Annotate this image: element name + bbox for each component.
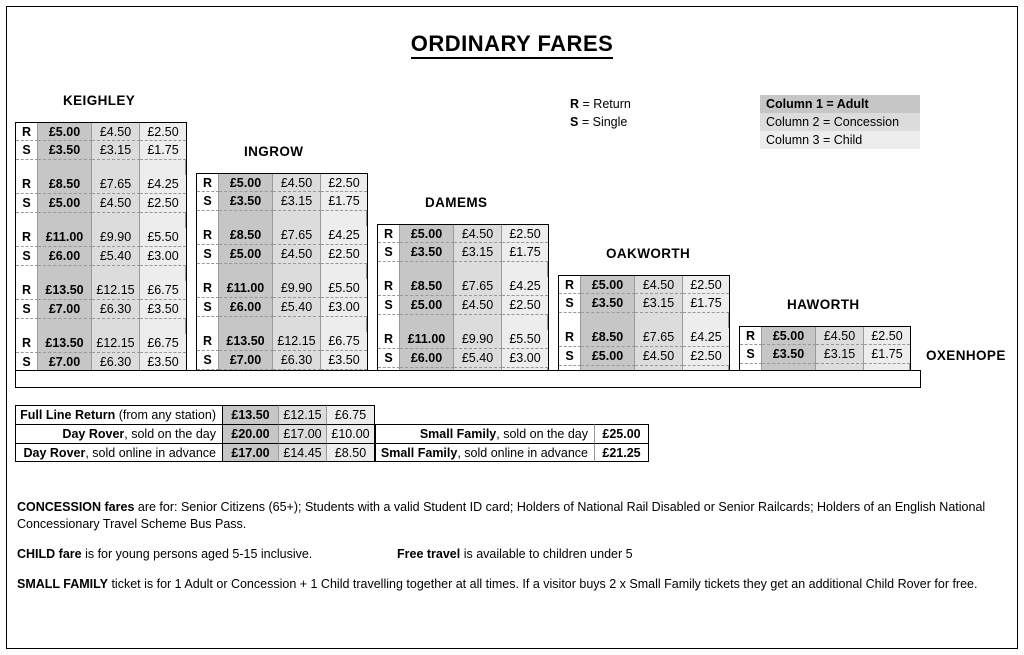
fare-cell: £2.50 bbox=[140, 194, 186, 213]
row-label-return: R bbox=[16, 228, 38, 247]
special-fare-label bbox=[15, 405, 223, 424]
fare-cell: £9.90 bbox=[454, 330, 502, 349]
station-heading-oakworth: OAKWORTH bbox=[606, 246, 691, 261]
fare-cell: £3.50 bbox=[400, 243, 454, 262]
row-label-single: S bbox=[197, 245, 219, 264]
fare-cell: £9.90 bbox=[92, 228, 140, 247]
fare-cell: £11.00 bbox=[38, 228, 92, 247]
fare-cell: £5.00 bbox=[400, 225, 454, 243]
row-label-return: R bbox=[16, 123, 38, 141]
fare-row bbox=[377, 349, 549, 368]
key-return-symbol: R bbox=[570, 97, 580, 111]
fare-cell: £5.40 bbox=[92, 247, 140, 266]
special-fare-row bbox=[15, 405, 375, 424]
fare-matrix-footer-band bbox=[15, 370, 921, 388]
spacer-cell bbox=[92, 266, 140, 281]
fare-cell: £7.65 bbox=[92, 175, 140, 194]
fare-cell: £3.50 bbox=[140, 353, 186, 372]
spacer-cell bbox=[16, 160, 38, 175]
fare-cell: £3.15 bbox=[635, 294, 683, 313]
fare-cell: £4.50 bbox=[273, 174, 321, 192]
fare-row bbox=[15, 175, 187, 194]
special-fare-label bbox=[15, 424, 223, 443]
fare-row bbox=[377, 243, 549, 262]
fare-cell: £6.30 bbox=[92, 300, 140, 319]
note-concession-text: are for: Senior Citizens (65+); Students with a valid Student ID card; Holders of National Rail Disabled or Senior Railcards; Holders of an English National Concessionary Travel Scheme Bus Pass. bbox=[17, 500, 986, 531]
fare-row bbox=[558, 347, 730, 366]
special-fare-cell: £13.50 bbox=[223, 405, 279, 424]
row-label-single: S bbox=[16, 194, 38, 213]
special-fare-label bbox=[15, 443, 223, 462]
row-label-return: R bbox=[197, 174, 219, 192]
fare-spacer-row bbox=[15, 319, 187, 334]
spacer-cell bbox=[197, 264, 219, 279]
fare-cell: £5.00 bbox=[38, 123, 92, 141]
fare-cell: £3.50 bbox=[321, 351, 367, 370]
fare-cell: £8.50 bbox=[400, 277, 454, 296]
row-label-single: S bbox=[559, 347, 581, 366]
fare-cell: £5.50 bbox=[321, 279, 367, 298]
fare-cell: £4.50 bbox=[454, 225, 502, 243]
fare-cell: £3.15 bbox=[92, 141, 140, 160]
spacer-cell bbox=[38, 319, 92, 334]
fare-cell: £3.15 bbox=[816, 345, 864, 364]
row-label-single: S bbox=[378, 243, 400, 262]
fare-cell: £4.25 bbox=[140, 175, 186, 194]
fare-cell: £6.75 bbox=[140, 281, 186, 300]
spacer-cell bbox=[16, 266, 38, 281]
fare-cell: £3.00 bbox=[502, 349, 548, 368]
spacer-cell bbox=[38, 266, 92, 281]
fare-cell: £7.65 bbox=[454, 277, 502, 296]
note-family-text: ticket is for 1 Adult or Concession + 1 Child travelling together at all times. If a visitor buys 2 x Small Family tickets they get an additional Child Rover for free. bbox=[107, 577, 978, 591]
fare-cell: £6.30 bbox=[92, 353, 140, 372]
fare-row bbox=[196, 351, 368, 370]
fare-cell: £3.50 bbox=[140, 300, 186, 319]
fare-spacer-row bbox=[15, 160, 187, 175]
fare-cell: £5.00 bbox=[219, 245, 273, 264]
fare-spacer-row bbox=[15, 213, 187, 228]
special-fare-cell: £14.45 bbox=[279, 443, 327, 462]
fare-cell: £3.15 bbox=[454, 243, 502, 262]
spacer-cell bbox=[321, 264, 367, 279]
fare-row bbox=[377, 224, 549, 243]
special-fare-label-bold: Day Rover bbox=[62, 427, 125, 441]
fare-cell: £2.50 bbox=[502, 296, 548, 315]
fare-row bbox=[558, 275, 730, 294]
special-fare-label-bold: Full Line Return bbox=[20, 408, 116, 422]
fare-row bbox=[15, 281, 187, 300]
row-label-single: S bbox=[16, 300, 38, 319]
footnotes bbox=[17, 499, 1007, 606]
row-label-return: R bbox=[378, 330, 400, 349]
fare-spacer-row bbox=[15, 266, 187, 281]
fare-cell: £4.50 bbox=[635, 347, 683, 366]
fare-cell: £7.00 bbox=[38, 300, 92, 319]
fare-spacer-row bbox=[196, 264, 368, 279]
fare-cell: £5.00 bbox=[581, 347, 635, 366]
row-label-single: S bbox=[16, 247, 38, 266]
fare-cell: £6.00 bbox=[400, 349, 454, 368]
note-family-label: SMALL FAMILY bbox=[17, 577, 108, 591]
fare-cell: £2.50 bbox=[140, 123, 186, 141]
fare-cell: £2.50 bbox=[321, 174, 367, 192]
fare-row bbox=[196, 298, 368, 317]
fare-cell: £6.30 bbox=[273, 351, 321, 370]
fares-page bbox=[6, 6, 1018, 649]
station-heading-keighley: KEIGHLEY bbox=[63, 93, 136, 108]
fare-cell: £5.00 bbox=[400, 296, 454, 315]
row-label-single: S bbox=[197, 351, 219, 370]
spacer-cell bbox=[273, 211, 321, 226]
spacer-cell bbox=[197, 317, 219, 332]
fare-cell: £1.75 bbox=[321, 192, 367, 211]
fare-cell: £5.00 bbox=[219, 174, 273, 192]
spacer-cell bbox=[502, 315, 548, 330]
spacer-cell bbox=[321, 211, 367, 226]
fare-row bbox=[196, 332, 368, 351]
fare-cell: £13.50 bbox=[38, 281, 92, 300]
special-fare-label-rest: , sold online in advance bbox=[85, 446, 216, 460]
row-label-single: S bbox=[378, 349, 400, 368]
fare-cell: £13.50 bbox=[38, 334, 92, 353]
fare-cell: £5.50 bbox=[140, 228, 186, 247]
fare-cell: £5.40 bbox=[273, 298, 321, 317]
fare-row bbox=[196, 226, 368, 245]
fare-row bbox=[196, 173, 368, 192]
special-fare-cell: £8.50 bbox=[327, 443, 375, 462]
row-label-return: R bbox=[559, 328, 581, 347]
row-label-return: R bbox=[740, 327, 762, 345]
family-fare-row bbox=[375, 424, 649, 443]
fare-cell: £12.15 bbox=[92, 281, 140, 300]
fare-row bbox=[739, 326, 911, 345]
note-small-family bbox=[17, 576, 1007, 593]
fare-cell: £3.50 bbox=[219, 192, 273, 211]
row-label-return: R bbox=[197, 226, 219, 245]
fare-cell: £6.75 bbox=[321, 332, 367, 351]
fare-cell: £5.50 bbox=[502, 330, 548, 349]
spacer-cell bbox=[502, 262, 548, 277]
fare-spacer-row bbox=[377, 315, 549, 330]
family-fare-label-bold: Small Family bbox=[380, 446, 458, 460]
row-label-single: S bbox=[197, 192, 219, 211]
spacer-cell bbox=[273, 264, 321, 279]
family-fare-label-rest: , sold online in advance bbox=[457, 446, 588, 460]
fare-cell: £13.50 bbox=[219, 332, 273, 351]
spacer-cell bbox=[378, 262, 400, 277]
fare-cell: £12.15 bbox=[273, 332, 321, 351]
fare-cell: £2.50 bbox=[683, 276, 729, 294]
spacer-cell bbox=[683, 313, 729, 328]
fare-cell: £7.65 bbox=[273, 226, 321, 245]
spacer-cell bbox=[16, 319, 38, 334]
fare-spacer-row bbox=[377, 262, 549, 277]
spacer-cell bbox=[273, 317, 321, 332]
fare-cell: £6.00 bbox=[38, 247, 92, 266]
fare-row bbox=[196, 192, 368, 211]
fare-cell: £7.00 bbox=[38, 353, 92, 372]
fare-cell: £2.50 bbox=[683, 347, 729, 366]
fare-row bbox=[15, 247, 187, 266]
fare-block-damems bbox=[377, 224, 549, 383]
fare-spacer-row bbox=[558, 313, 730, 328]
note-child-row bbox=[17, 546, 1007, 563]
special-fare-label-rest: (from any station) bbox=[115, 408, 216, 422]
fare-row bbox=[196, 279, 368, 298]
family-fare-label bbox=[375, 424, 595, 443]
spacer-cell bbox=[321, 317, 367, 332]
fare-cell: £3.50 bbox=[38, 141, 92, 160]
fare-cell: £8.50 bbox=[38, 175, 92, 194]
family-fare-label-rest: , sold on the day bbox=[496, 427, 588, 441]
row-label-single: S bbox=[16, 141, 38, 160]
fare-row bbox=[558, 328, 730, 347]
note-child-text: is for young persons aged 5-15 inclusive. bbox=[81, 547, 313, 561]
fare-cell: £8.50 bbox=[581, 328, 635, 347]
spacer-cell bbox=[219, 317, 273, 332]
special-fare-label-rest: , sold on the day bbox=[124, 427, 216, 441]
station-heading-haworth: HAWORTH bbox=[787, 297, 860, 312]
special-fare-row bbox=[15, 443, 375, 462]
spacer-cell bbox=[16, 213, 38, 228]
fare-row bbox=[15, 122, 187, 141]
spacer-cell bbox=[454, 262, 502, 277]
fare-cell: £4.50 bbox=[635, 276, 683, 294]
fare-cell: £3.50 bbox=[762, 345, 816, 364]
family-fare-label-bold: Small Family bbox=[419, 427, 497, 441]
spacer-cell bbox=[400, 315, 454, 330]
fare-row bbox=[15, 194, 187, 213]
spacer-cell bbox=[197, 211, 219, 226]
fare-block-oakworth bbox=[558, 275, 730, 381]
spacer-cell bbox=[140, 319, 186, 334]
fare-cell: £2.50 bbox=[864, 327, 910, 345]
fare-row bbox=[15, 334, 187, 353]
fare-cell: £3.15 bbox=[273, 192, 321, 211]
row-label-return: R bbox=[378, 277, 400, 296]
fare-cell: £6.75 bbox=[140, 334, 186, 353]
fare-cell: £4.50 bbox=[816, 327, 864, 345]
station-heading-ingrow: INGROW bbox=[244, 144, 304, 159]
fare-row bbox=[558, 294, 730, 313]
spacer-cell bbox=[378, 315, 400, 330]
spacer-cell bbox=[92, 319, 140, 334]
family-fare-row bbox=[375, 443, 649, 462]
family-fare-value: £25.00 bbox=[595, 424, 649, 443]
fare-cell: £11.00 bbox=[400, 330, 454, 349]
row-label-return: R bbox=[378, 225, 400, 243]
row-label-return: R bbox=[197, 279, 219, 298]
station-heading-damems: DAMEMS bbox=[425, 195, 488, 210]
spacer-cell bbox=[92, 213, 140, 228]
key-return-row bbox=[570, 95, 631, 113]
fare-cell: £11.00 bbox=[219, 279, 273, 298]
row-label-single: S bbox=[740, 345, 762, 364]
spacer-cell bbox=[454, 315, 502, 330]
spacer-cell bbox=[219, 211, 273, 226]
note-concession-label: CONCESSION fares bbox=[17, 500, 135, 514]
key-single-text: = Single bbox=[581, 115, 628, 129]
fare-row bbox=[377, 296, 549, 315]
fare-cell: £1.75 bbox=[683, 294, 729, 313]
fare-cell: £12.15 bbox=[92, 334, 140, 353]
fare-cell: £3.00 bbox=[321, 298, 367, 317]
row-label-return: R bbox=[16, 281, 38, 300]
special-fare-cell: £17.00 bbox=[279, 424, 327, 443]
spacer-cell bbox=[140, 160, 186, 175]
family-fare-label bbox=[375, 443, 595, 462]
spacer-cell bbox=[635, 313, 683, 328]
row-label-return: R bbox=[16, 334, 38, 353]
spacer-cell bbox=[559, 313, 581, 328]
fare-cell: £4.25 bbox=[683, 328, 729, 347]
fare-cell: £4.50 bbox=[92, 123, 140, 141]
note-concession bbox=[17, 499, 1007, 533]
note-free-travel bbox=[397, 546, 633, 563]
special-fares-table bbox=[15, 405, 375, 462]
fare-row bbox=[377, 277, 549, 296]
row-label-single: S bbox=[378, 296, 400, 315]
fare-cell: £1.75 bbox=[140, 141, 186, 160]
page-title bbox=[7, 31, 1017, 57]
fare-cell: £3.00 bbox=[140, 247, 186, 266]
fare-cell: £1.75 bbox=[864, 345, 910, 364]
note-child-label: CHILD fare bbox=[17, 547, 82, 561]
fare-row bbox=[196, 245, 368, 264]
special-fare-label-bold: Day Rover bbox=[23, 446, 86, 460]
fare-row bbox=[15, 300, 187, 319]
special-fare-cell: £10.00 bbox=[327, 424, 375, 443]
note-child bbox=[17, 546, 397, 563]
note-free-label: Free travel bbox=[397, 547, 461, 561]
special-fare-cell: £20.00 bbox=[223, 424, 279, 443]
spacer-cell bbox=[38, 160, 92, 175]
fare-cell: £2.50 bbox=[502, 225, 548, 243]
row-label-single: S bbox=[16, 353, 38, 372]
family-fare-value: £21.25 bbox=[595, 443, 649, 462]
key-return-text: = Return bbox=[582, 97, 631, 111]
fare-spacer-row bbox=[196, 211, 368, 226]
fare-cell: £5.00 bbox=[38, 194, 92, 213]
small-family-table bbox=[375, 424, 649, 462]
legend-column-3: Column 3 = Child bbox=[760, 131, 920, 149]
fare-cell: £3.50 bbox=[581, 294, 635, 313]
fare-cell: £2.50 bbox=[321, 245, 367, 264]
spacer-cell bbox=[92, 160, 140, 175]
special-fare-cell: £12.15 bbox=[279, 405, 327, 424]
fare-row bbox=[377, 330, 549, 349]
special-fare-row bbox=[15, 424, 375, 443]
special-fare-cell: £17.00 bbox=[223, 443, 279, 462]
special-fare-cell: £6.75 bbox=[327, 405, 375, 424]
legend-column-1: Column 1 = Adult bbox=[760, 95, 920, 113]
fare-spacer-row bbox=[196, 317, 368, 332]
spacer-cell bbox=[38, 213, 92, 228]
fare-cell: £5.40 bbox=[454, 349, 502, 368]
fare-cell: £5.00 bbox=[581, 276, 635, 294]
fare-cell: £9.90 bbox=[273, 279, 321, 298]
row-label-return: R bbox=[16, 175, 38, 194]
fare-row bbox=[15, 141, 187, 160]
fare-cell: £4.25 bbox=[321, 226, 367, 245]
fare-block-ingrow bbox=[196, 173, 368, 385]
spacer-cell bbox=[400, 262, 454, 277]
row-label-single: S bbox=[197, 298, 219, 317]
row-label-single: S bbox=[559, 294, 581, 313]
fare-row bbox=[15, 228, 187, 247]
fare-cell: £5.00 bbox=[762, 327, 816, 345]
note-free-text: is available to children under 5 bbox=[460, 547, 633, 561]
fare-cell: £7.00 bbox=[219, 351, 273, 370]
fare-cell: £4.50 bbox=[92, 194, 140, 213]
legend-column-2: Column 2 = Concession bbox=[760, 113, 920, 131]
row-label-return: R bbox=[559, 276, 581, 294]
spacer-cell bbox=[140, 266, 186, 281]
spacer-cell bbox=[219, 264, 273, 279]
fare-row bbox=[739, 345, 911, 364]
row-label-return: R bbox=[197, 332, 219, 351]
fare-cell: £1.75 bbox=[502, 243, 548, 262]
fare-cell: £4.25 bbox=[502, 277, 548, 296]
page-title-text: ORDINARY FARES bbox=[411, 31, 614, 59]
fare-cell: £7.65 bbox=[635, 328, 683, 347]
fare-cell: £8.50 bbox=[219, 226, 273, 245]
fare-cell: £6.00 bbox=[219, 298, 273, 317]
fare-cell: £4.50 bbox=[454, 296, 502, 315]
fare-block-keighley bbox=[15, 122, 187, 387]
fare-cell: £4.50 bbox=[273, 245, 321, 264]
key-single-symbol: S bbox=[570, 115, 579, 129]
spacer-cell bbox=[581, 313, 635, 328]
station-heading-oxenhope: OXENHOPE bbox=[926, 348, 1006, 363]
spacer-cell bbox=[140, 213, 186, 228]
